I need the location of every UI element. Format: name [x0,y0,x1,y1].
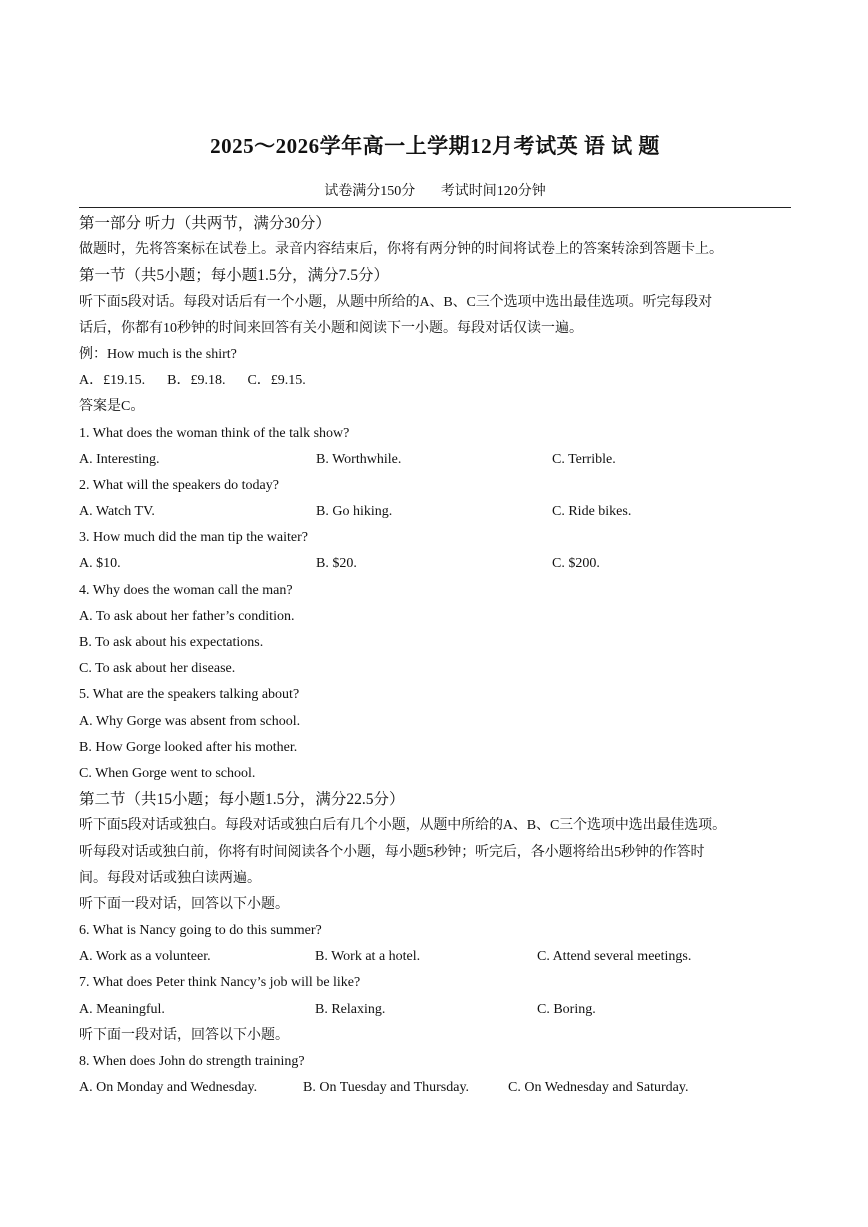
section2-instruction-line3: 间。每段对话或独白读两遍。 [79,870,261,886]
listen-prompt: 听下面一段对话，回答以下小题。 [79,1027,289,1043]
option-a: A. Why Gorge was absent from school. [79,713,301,729]
section1-instruction-line1: 听下面5段对话。每段对话后有一个小题，从题中所给的A、B、C三个选项中选出最佳选项。听完每段对 [79,294,713,310]
option-b: B. On Tuesday and Thursday. [303,1080,470,1096]
part1-heading: 第一部分 听力（共两节，满分30分） [79,215,331,232]
option-c: C. Terrible. [552,451,616,467]
listen-prompt: 听下面一段对话，回答以下小题。 [79,896,289,912]
exam-info [79,180,791,200]
option-b: B. To ask about his expectations. [79,635,264,650]
option-c: C. When Gorge went to school. [79,765,256,781]
option-a: A. $10. [79,556,121,572]
question-1: 1. What does the woman think of the talk show? [79,425,350,441]
full-score: 试卷满分150分 [324,184,416,199]
option-a: A. Work as a volunteer. [79,949,211,965]
option-a: A. To ask about her father’s condition. [79,608,295,624]
question-2: 2. What will the speakers do today? [79,477,279,493]
question-8: 8. When does John do strength training? [79,1054,305,1069]
exam-body [79,211,791,1101]
section2-heading: 第二节（共15小题；每小题1.5分，满分22.5分） [79,791,405,809]
example-options [79,368,791,394]
exam-title: 2025～2026学年高一上学期12月考试英 语 试 题 [210,134,660,158]
option-a: A. Interesting. [79,451,160,467]
question-5: 5. What are the speakers talking about? [79,687,300,703]
example-answer: 答案是C。 [79,399,145,415]
option-a: A. Meaningful. [79,1001,165,1017]
example-option-c: C．£9.15. [247,373,306,389]
example-option-b: B．£9.18. [167,373,226,389]
question-7-options [79,997,791,1023]
option-b: B. $20. [316,556,357,572]
section1-instruction-line2: 话后，你都有10秒钟的时间来回答有关小题和阅读下一小题。每段对话仅读一遍。 [79,320,583,336]
question-4: 4. Why does the woman call the man? [79,582,293,598]
option-c: C. Attend several meetings. [537,949,692,965]
option-c: C. On Wednesday and Saturday. [508,1080,689,1096]
option-a: A. On Monday and Wednesday. [79,1080,258,1096]
option-b: B. Work at a hotel. [315,949,421,965]
question-6: 6. What is Nancy going to do this summer? [79,923,322,939]
question-3-options [79,551,791,577]
part1-instruction: 做题时，先将答案标在试卷上。录音内容结束后，你将有两分钟的时间将试卷上的答案转涂到答题卡上。 [79,242,723,258]
option-c: C. Boring. [537,1001,596,1017]
option-c: C. $200. [552,556,600,572]
section2-instruction-line1: 听下面5段对话或独白。每段对话或独白后有几个小题，从题中所给的A、B、C三个选项中选出最佳选项。 [79,818,726,834]
section2-instruction-line2: 听每段对话或独白前，你将有时间阅读各个小题，每小题5秒钟；听完后，各小题将给出5秒钟的作答时 [79,844,705,860]
question-3: 3. How much did the man tip the waiter? [79,530,308,546]
option-b: B. How Gorge looked after his mother. [79,739,298,755]
question-8-options [79,1075,791,1101]
example-question: 例：How much is the shirt? [79,346,237,362]
question-1-options [79,447,791,473]
option-c: C. Ride bikes. [552,504,632,520]
question-2-options [79,499,791,525]
option-c: C. To ask about her disease. [79,661,236,677]
option-b: B. Worthwhile. [316,451,402,467]
question-6-options [79,944,791,970]
exam-time: 考试时间120分钟 [440,184,546,199]
section1-heading: 第一节（共5小题；每小题1.5分，满分7.5分） [79,267,390,285]
option-b: B. Relaxing. [315,1001,386,1017]
header-divider [79,207,791,208]
example-option-a: A．£19.15. [79,373,146,389]
option-b: B. Go hiking. [316,504,393,520]
question-7: 7. What does Peter think Nancy’s job will be like? [79,975,361,991]
option-a: A. Watch TV. [79,504,155,520]
